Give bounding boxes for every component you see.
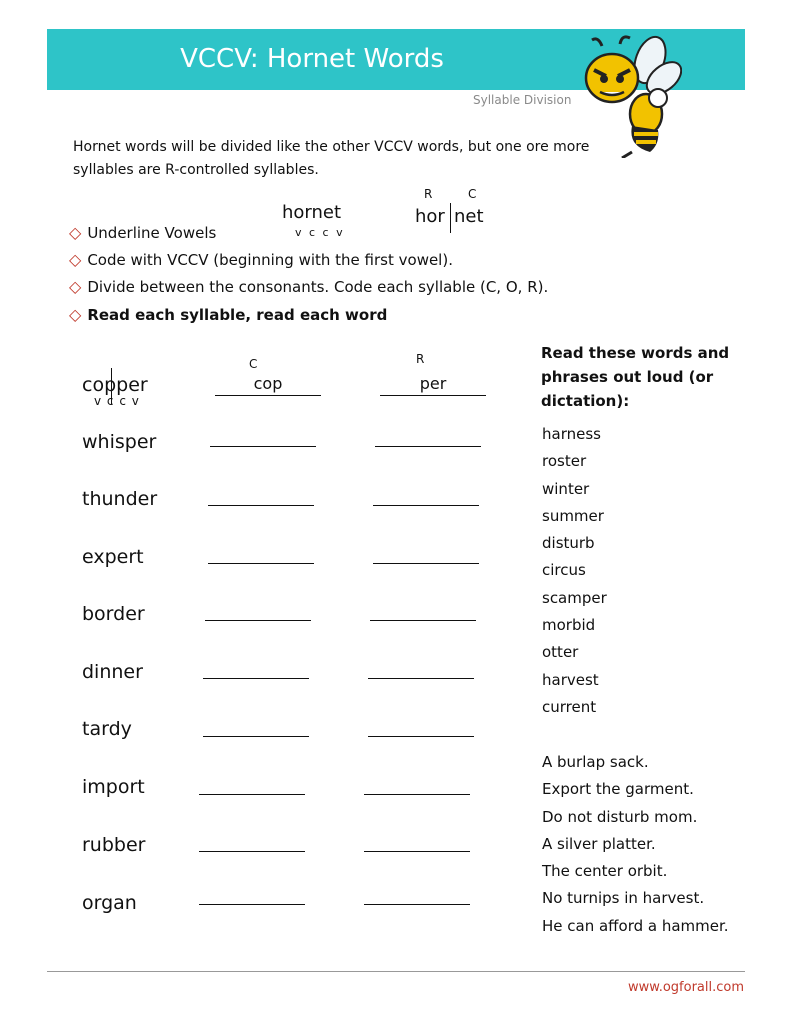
copper-syllable-2: per — [419, 374, 447, 393]
footer-divider — [47, 971, 745, 972]
practice-word: organ — [82, 892, 137, 914]
list-item: harness — [542, 425, 601, 443]
copper-code: v c c v — [94, 394, 140, 408]
list-item: Export the garment. — [542, 780, 694, 799]
answer-line[interactable] — [199, 904, 305, 905]
answer-line[interactable] — [199, 851, 305, 852]
list-item: harvest — [542, 670, 599, 689]
list-item: The center orbit. — [542, 862, 668, 881]
phrase-list — [542, 749, 729, 940]
answer-line — [215, 395, 321, 396]
answer-line — [380, 395, 486, 396]
answer-line[interactable] — [210, 446, 316, 447]
answer-line[interactable] — [199, 794, 305, 795]
instruction-item: ◇ Read each syllable, read each word — [69, 305, 388, 324]
instruction-item: ◇ Divide between the consonants. Code each syllable (C, O, R). — [69, 277, 549, 296]
answer-line[interactable] — [203, 678, 309, 679]
example-label-1: R — [424, 187, 433, 201]
answer-line[interactable] — [375, 446, 481, 447]
example-divider — [450, 203, 451, 233]
list-item: A silver platter. — [542, 834, 656, 853]
answer-line[interactable] — [373, 505, 479, 506]
list-item: winter — [542, 479, 590, 498]
answer-line[interactable] — [364, 851, 470, 852]
answer-line[interactable] — [205, 620, 311, 621]
diamond-bullet-icon: ◇ — [69, 250, 82, 269]
list-item: He can afford a hammer. — [542, 916, 729, 935]
list-item: disturb — [542, 534, 595, 553]
copper-label-2: R — [416, 352, 425, 366]
answer-line[interactable] — [373, 563, 479, 564]
practice-word: whisper — [82, 431, 157, 453]
list-item: current — [542, 697, 597, 716]
diamond-bullet-icon: ◇ — [69, 305, 82, 324]
answer-line[interactable] — [208, 563, 314, 564]
practice-word: import — [82, 776, 145, 798]
list-item: roster — [542, 452, 587, 471]
intro-text: Hornet words will be divided like the other VCCV words, but one ore more syllables are R-controlled syllables. — [73, 139, 590, 178]
read-aloud-heading: Read these words and phrases out loud (or dictation): — [541, 344, 730, 410]
read-word-list — [542, 421, 607, 721]
list-item: circus — [542, 561, 586, 580]
example-syllable-2: net — [454, 206, 484, 227]
list-item: otter — [542, 643, 579, 662]
example-label-2: C — [468, 187, 477, 201]
list-item: summer — [542, 506, 604, 525]
copper-label-1: C — [249, 357, 258, 371]
word-copper: copper — [82, 374, 148, 396]
diamond-bullet-icon: ◇ — [69, 277, 82, 296]
practice-word: border — [82, 603, 145, 625]
answer-line[interactable] — [203, 736, 309, 737]
answer-line[interactable] — [368, 736, 474, 737]
copper-syllable-1: cop — [253, 374, 283, 393]
page-subtitle: Syllable Division — [473, 93, 572, 107]
diamond-bullet-icon: ◇ — [69, 223, 82, 242]
list-item: scamper — [542, 588, 607, 607]
page-title: VCCV: Hornet Words — [180, 44, 444, 74]
practice-word: rubber — [82, 834, 146, 856]
list-item: No turnips in harvest. — [542, 889, 705, 908]
answer-line[interactable] — [368, 678, 474, 679]
practice-word: thunder — [82, 488, 158, 510]
practice-word: tardy — [82, 718, 132, 740]
example-word: hornet — [282, 202, 342, 223]
answer-line[interactable] — [370, 620, 476, 621]
example-syllable-1: hor — [415, 206, 445, 227]
list-item: morbid — [542, 616, 596, 635]
practice-word: dinner — [82, 661, 143, 683]
answer-line[interactable] — [364, 904, 470, 905]
footer-link[interactable]: www.ogforall.com — [628, 980, 745, 995]
practice-word: expert — [82, 546, 144, 568]
answer-line[interactable] — [208, 505, 314, 506]
instruction-item: ◇ Code with VCCV (beginning with the first vowel). — [69, 250, 453, 269]
instruction-item: ◇ Underline Vowels — [69, 223, 217, 242]
list-item: A burlap sack. — [542, 753, 649, 771]
list-item: Do not disturb mom. — [542, 807, 698, 826]
answer-line[interactable] — [364, 794, 470, 795]
example-code: v c c v — [295, 226, 345, 239]
